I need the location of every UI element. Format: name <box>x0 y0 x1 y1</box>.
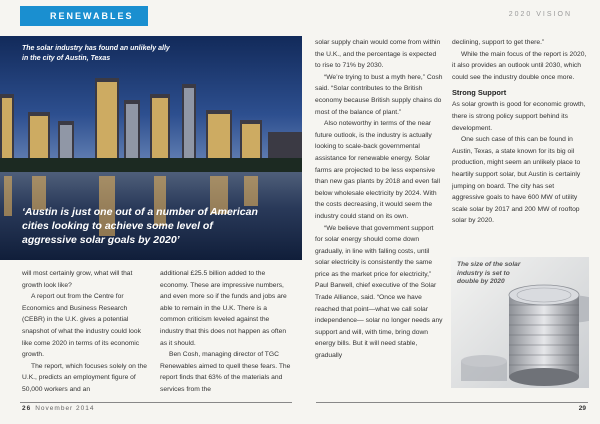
paragraph: solar supply chain would come from within the U.K., and the percentage is expected to rise to 71% by 2030. <box>315 39 441 70</box>
paragraph: “We believe that government support for solar energy should come down gradually, in line with falling costs, until solar electricity is consistently the same price as the market price for electricity,” Paul Barwell, chief executive of the Solar Trade Alliance, said. “Once we have reached that point—what we call solar independence— solar no longer needs any support and will, with time, bring down energy bills. But it will need stable, gradually <box>315 224 443 360</box>
column-4 <box>452 37 588 227</box>
photo-caption: The solar industry has found an unlikely ally in the city of Austin, Texas <box>22 45 170 62</box>
section-tab: RENEWABLES <box>20 6 148 26</box>
paragraph: Ben Cosh, managing director of TGC Renewables aimed to quell these fears. The report finds that 63% of the materials and services from the <box>160 351 291 393</box>
coin-caption: The size of the solar industry is set to double by 2020 <box>457 261 521 285</box>
pull-quote: ‘Austin is just one out of a number of American cities looking to achieve some level of aggressive solar goals by 2020’ <box>22 206 258 246</box>
issue-date: November 2014 <box>35 405 95 412</box>
paragraph: One such case of this can be found in Austin, Texas, a state known for its big oil production, might seem an unlikely place to heartily support solar, but Austin is certainly jumping on board. The city has set aggressive goals to have 600 MW of utility scale solar by 2017 and 200 MW of rooftop solar by 2020. <box>452 136 581 225</box>
paragraph: “We’re trying to bust a myth here,” Cosh said. “Solar contributes to the British economy because British supply chains do most of the balance of plant.” <box>315 73 443 116</box>
paragraph: As solar growth is good for economic growth, there is strong policy support behind its development. <box>452 101 586 132</box>
subheading: Strong Support <box>452 88 507 98</box>
column-3 <box>315 37 443 362</box>
publication-name: 2020 VISION <box>508 11 572 18</box>
page-number-left: 26 <box>22 405 32 412</box>
coin-stack-photo <box>451 257 589 388</box>
folio-left <box>22 405 94 412</box>
paragraph: A report out from the Centre for Economics and Business Research (CEBR) in the U.K. gives a potential snapshot of what the industry could look like come 2020 in terms of its economic growth. <box>22 293 141 359</box>
paragraph: additional £25.5 billion added to the economy. These are impressive numbers, and even more so if the funds and jobs are able to remain in the U.K. There is a common criticism leveled against the industry that this does not happen as often as it should. <box>160 270 287 347</box>
footer-rule-left <box>20 402 292 403</box>
paragraph: Also noteworthy in terms of the near future outlook, is the industry is actually looking to scale-back governmental assistance for renewable energy. Solar farms are projected to be less expensive than new gas plants by 2018 and even fall below wholesale electricity by 2024. With the costs decreasing, it would seem the industry could stand on its own. <box>315 120 440 220</box>
paragraph: While the main focus of the report is 2020, it also provides an outlook until 2030, which could see the industry double once more. <box>452 50 587 81</box>
paragraph: The report, which focuses solely on the U.K., predicts an employment figure of 50,000 workers and an <box>22 362 147 393</box>
paragraph: declining, support to get there.” <box>452 39 545 46</box>
paragraph: will most certainly grow, what will that growth look like? <box>22 270 133 289</box>
column-1 <box>22 268 150 396</box>
footer-rule-right <box>316 402 588 403</box>
column-2 <box>160 268 293 396</box>
page-number-right: 29 <box>578 405 586 412</box>
